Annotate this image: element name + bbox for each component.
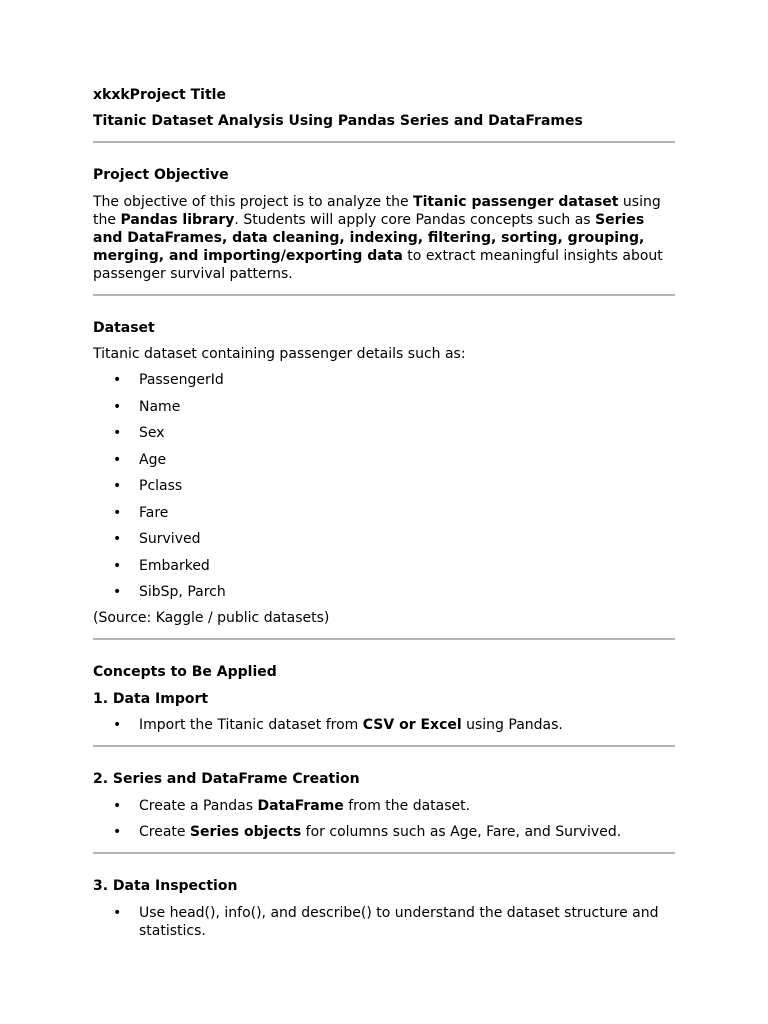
list-item: • Age [113, 451, 167, 468]
concepts-heading: Concepts to Be Applied [93, 664, 277, 680]
bullet: • [113, 478, 122, 494]
bullet: • [113, 905, 122, 921]
bullet: • [113, 584, 122, 600]
data-import-heading: 1. Data Import [93, 691, 209, 707]
bullet: • [113, 798, 122, 814]
document-content [93, 86, 675, 940]
divider [93, 852, 675, 854]
list-item: • Pclass [113, 478, 183, 494]
list-item: • Survived [113, 531, 201, 547]
list-item: • Use head(), info(), and describe() to understand the dataset structure and statistics. [113, 905, 659, 939]
objective-paragraph: The objective of this project is to analyze the Titanic passenger dataset using the Pandas library. Students will apply core Pandas concepts such as Series and DataFrames, data cleaning, indexing, filtering, sorting, grouping, merging, and importing/exporting data to extract meaningful insights about passenger survival patterns. [93, 194, 663, 282]
data-inspection-list [93, 904, 675, 940]
bullet: • [113, 557, 122, 574]
bullet: • [113, 531, 122, 547]
bullet: • [113, 425, 122, 441]
dataset-intro: Titanic dataset containing passenger details such as: [93, 346, 466, 362]
bullet: • [113, 451, 122, 468]
bullet: • [113, 504, 122, 521]
dataset-field-list [93, 371, 675, 601]
project-title: Titanic Dataset Analysis Using Pandas Series and DataFrames [93, 113, 583, 129]
data-inspection-heading: 3. Data Inspection [93, 878, 238, 894]
data-import-list [93, 716, 675, 734]
divider [93, 638, 675, 640]
objective-heading: Project Objective [93, 167, 229, 183]
divider [93, 745, 675, 747]
bullet: • [113, 824, 122, 840]
list-item: • Sex [113, 425, 165, 441]
series-dataframe-heading: 2. Series and DataFrame Creation [93, 771, 360, 787]
bullet: • [113, 717, 122, 733]
list-item: • Name [113, 398, 181, 415]
bullet: • [113, 372, 122, 388]
list-item: • SibSp, Parch [113, 584, 226, 600]
list-item: • Embarked [113, 557, 210, 574]
list-item: • Create Series objects for columns such as Age, Fare, and Survived. [113, 824, 622, 840]
dataset-source: (Source: Kaggle / public datasets) [93, 610, 330, 626]
list-item: • Import the Titanic dataset from CSV or Excel using Pandas. [113, 717, 563, 733]
list-item: • Fare [113, 504, 169, 521]
bullet: • [113, 398, 122, 415]
divider [93, 294, 675, 296]
divider [93, 141, 675, 143]
series-dataframe-list [93, 797, 675, 841]
list-item: • Create a Pandas DataFrame from the dataset. [113, 798, 471, 814]
list-item: • PassengerId [113, 372, 224, 388]
dataset-heading: Dataset [93, 320, 155, 336]
project-title-label: xkxkProject Title [93, 87, 226, 103]
